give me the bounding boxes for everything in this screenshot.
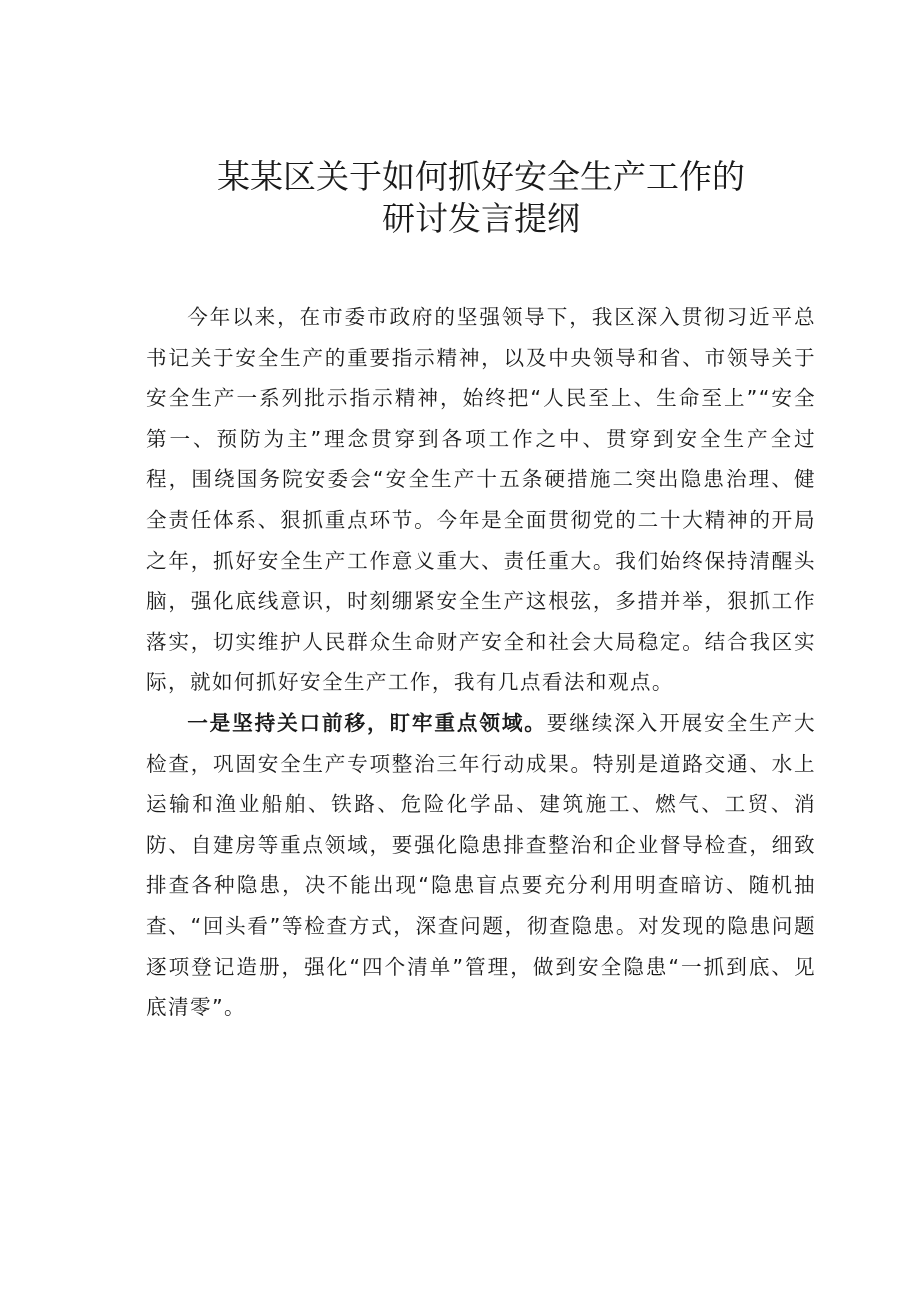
title-line-2: 研讨发言提纲 bbox=[382, 199, 580, 238]
document-title bbox=[146, 156, 816, 240]
paragraph-intro-text: 今年以来，在市委市政府的坚强领导下，我区深入贯彻习近平总书记关于安全生产的重要指示精神，以及中央领导和省、市领导关于安全生产一系列批示指示精神，始终把“人民至上、生命至上”“安全第一、预防为主”理念贯穿到各项工作之中、贯穿到安全生产全过程，围绕国务院安委会“安全生产十五条硬措施二突出隐患治理、健全责任体系、狠抓重点环节。今年是全面贯彻党的二十大精神的开局之年，抓好安全生产工作意义重大、责任重大。我们始终保持清醒头脑，强化底线意识，时刻绷紧安全生产这根弦，多措并举，狠抓工作落实，切实维护人民群众生命财产安全和社会大局稳定。结合我区实际，就如何抓好安全生产工作，我有几点看法和观点。 bbox=[146, 305, 816, 695]
paragraph-intro bbox=[146, 297, 816, 703]
paragraph-point-one-text: 要继续深入开展安全生产大检查，巩固安全生产专项整治三年行动成果。特别是道路交通、水上运输和渔业船舶、铁路、危险化学品、建筑施工、燃气、工贸、消防、自建房等重点领域，要强化隐患排查整治和企业督导检查，细致排查各种隐患，决不能出现“隐患盲点要充分利用明查暗访、随机抽查、“回头看”等检查方式，深查问题，彻查隐患。对发现的隐患问题逐项登记造册，强化“四个清单”管理，做到安全隐患“一抓到底、见底清零”。 bbox=[146, 710, 816, 1020]
paragraph-point-one bbox=[146, 703, 816, 1028]
paragraph-point-one-lead: 一是坚持关口前移，盯牢重点领域。 bbox=[187, 710, 547, 735]
title-line-1: 某某区关于如何抓好安全生产工作的 bbox=[217, 157, 745, 196]
